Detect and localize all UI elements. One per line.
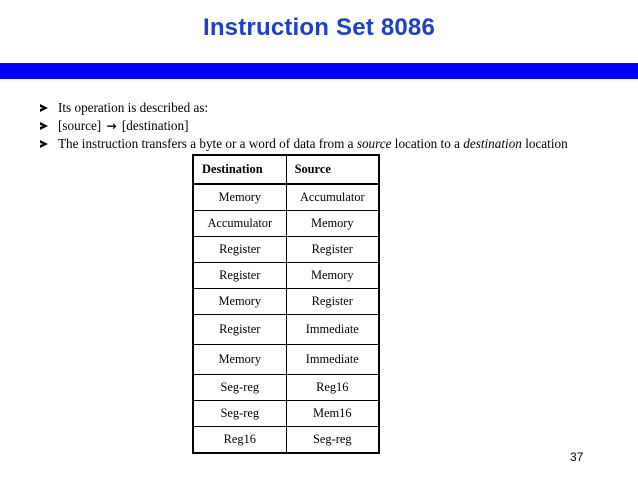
title-divider-bar <box>0 63 638 79</box>
bullet-arrow-icon <box>40 104 48 112</box>
table-row <box>193 237 379 263</box>
bullet-text: The instruction transfers a byte or a word of data from a <box>58 136 357 151</box>
bullet-arrow-icon <box>40 122 48 130</box>
bullet-text: location to a <box>391 136 464 151</box>
page-number: 37 <box>570 450 584 464</box>
table-cell-source: Accumulator <box>286 184 379 211</box>
table-cell-destination: Register <box>193 315 286 345</box>
table-cell-source: Reg16 <box>286 375 379 401</box>
table-row <box>193 211 379 237</box>
bullet-item <box>40 135 630 153</box>
bullet-text: Its operation is described as: <box>58 100 209 115</box>
table-row <box>193 263 379 289</box>
table-cell-destination: Memory <box>193 289 286 315</box>
table-cell-destination: Seg-reg <box>193 401 286 427</box>
table-row <box>193 289 379 315</box>
table-cell-source: Memory <box>286 263 379 289</box>
bullet-list <box>40 99 630 153</box>
table-cell-source: Mem16 <box>286 401 379 427</box>
bullet-text: location <box>521 136 568 151</box>
bullet-arrow-icon <box>40 140 48 148</box>
table-row <box>193 345 379 375</box>
table-cell-source: Immediate <box>286 315 379 345</box>
table-cell-destination: Memory <box>193 184 286 211</box>
bullet-item <box>40 99 630 117</box>
table-cell-source: Register <box>286 237 379 263</box>
column-header-destination: Destination <box>193 155 286 184</box>
table-cell-destination: Register <box>193 237 286 263</box>
bullet-item <box>40 117 630 135</box>
bullet-text-destination: [destination] <box>121 118 189 133</box>
column-header-source: Source <box>286 155 379 184</box>
table-row <box>193 401 379 427</box>
table-cell-destination: Register <box>193 263 286 289</box>
table-header-row <box>193 155 379 184</box>
table-cell-destination: Seg-reg <box>193 375 286 401</box>
table-row <box>193 184 379 211</box>
table-cell-source: Immediate <box>286 345 379 375</box>
table-cell-source: Memory <box>286 211 379 237</box>
table-cell-destination: Accumulator <box>193 211 286 237</box>
operand-table <box>192 154 380 454</box>
table-cell-destination: Reg16 <box>193 427 286 454</box>
table-cell-source: Seg-reg <box>286 427 379 454</box>
bullet-text-italic: destination <box>463 136 522 151</box>
table-row <box>193 375 379 401</box>
arrow-right-icon: → <box>106 119 117 133</box>
table-row <box>193 427 379 454</box>
table-cell-destination: Memory <box>193 345 286 375</box>
slide-title: Instruction Set 8086 <box>202 14 436 41</box>
bullet-text-source: [source] <box>58 118 102 133</box>
table-cell-source: Register <box>286 289 379 315</box>
table-row <box>193 315 379 345</box>
bullet-text-italic: source <box>356 136 392 151</box>
